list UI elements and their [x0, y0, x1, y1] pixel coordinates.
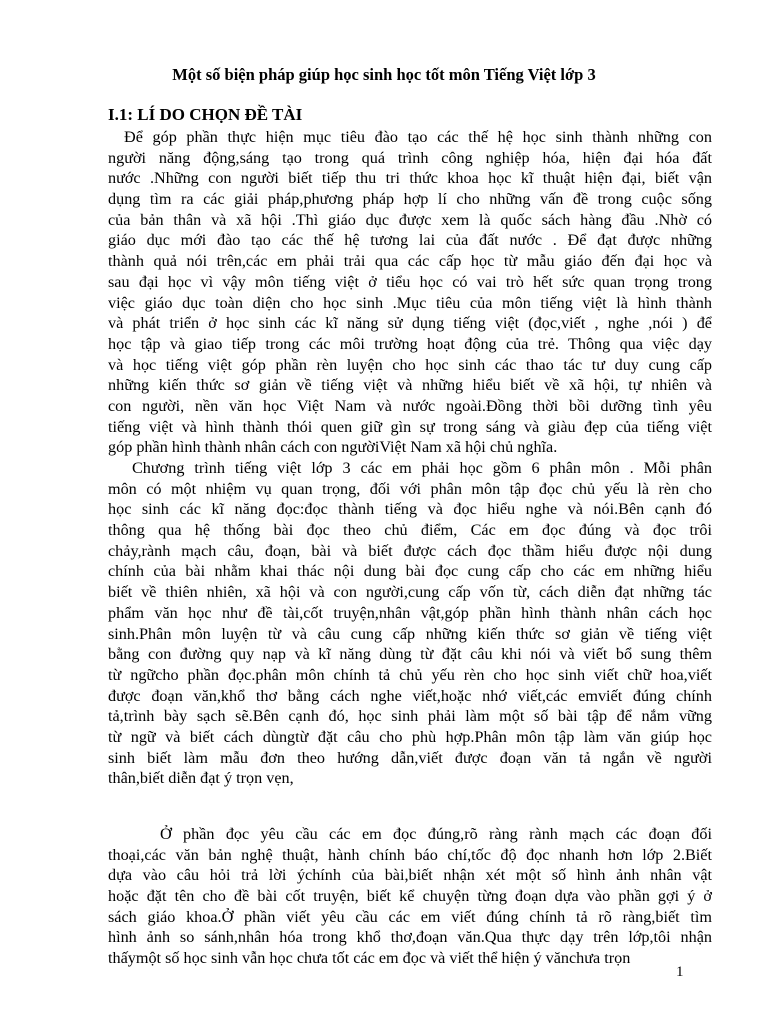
section-heading: I.1: LÍ DO CHỌN ĐỀ TÀI — [108, 105, 303, 124]
paragraph-1 — [108, 127, 712, 458]
text-line: thân,biết diễn đạt ý trọn vẹn, — [108, 769, 294, 788]
text-line: chính của bài nhằm khai thác nội dung bài đọc cung cấp cho các em những hiểu — [108, 562, 712, 581]
text-line: tả,trình bày sạch sẽ.Bên cạnh đó, học sinh phải làm một số bài tập để nắm vững — [108, 707, 712, 726]
text-line: môn có một nhiệm vụ quan trọng, đối với phân môn tập đọc chủ yếu là rèn cho — [108, 479, 712, 498]
text-line: dựa vào câu hỏi trả lời ýchính của bài,biết nhận xét một số hình ảnh nhân vật — [108, 866, 712, 885]
text-line: người năng động,sáng tạo trong quá trình công nghiệp hóa, hiện đại hóa đất — [108, 148, 712, 167]
text-line: được đoạn văn,khổ thơ bằng cách nghe viết,hoặc nhớ viết,các emviết đúng chính — [108, 686, 712, 705]
paragraph-3 — [108, 824, 712, 969]
text-line: hoặc đặt tên cho đề bài cốt truyện, biết kể chuyện từng đoạn dựa vào phần gợi ý ở — [108, 887, 712, 906]
text-line: sinh biết làm mẫu đơn theo hướng dẫn,viết được đoạn văn tả ngắn về người — [108, 748, 712, 767]
text-line: từ ngữcho phần đọc.phân môn chính tả chủ yếu rèn cho học sinh viết chữ hoa,viết — [108, 665, 712, 684]
text-line: học sinh các kĩ năng đọc:đọc thành tiếng và đọc hiểu nghe và nói.Bên cạnh đó — [108, 500, 712, 519]
text-line: thành quả nói trên,các em phải trải qua các cấp học từ mẫu giáo đến đại học và — [108, 252, 712, 271]
text-line: thấymột số học sinh vẫn học chưa tốt các em đọc và viết thể hiện ý vănchưa trọn — [108, 949, 631, 968]
text-line: sách giáo khoa.Ở phần viết yêu cầu các em viết đúng chính tả rõ ràng,biết tìm — [108, 907, 712, 926]
text-line: bằng con đường quy nạp và kĩ năng dùng từ đặt câu khi nói và viết bổ sung thêm — [108, 645, 712, 664]
text-line: hình ảnh so sánh,nhân hóa trong khổ thơ,đoạn văn.Qua thực dạy trên lớp,tôi nhận — [108, 928, 712, 947]
text-line: những kiến thức sơ giản về tiếng việt và những hiểu biết về xã hội, tự nhiên và — [108, 376, 712, 395]
text-line: con người, nền văn học Việt Nam và nước ngoài.Đồng thời bồi dưỡng tình yêu — [108, 396, 712, 415]
document-title: Một số biện pháp giúp học sinh học tốt môn Tiếng Việt lớp 3 — [172, 65, 596, 84]
text-line: giáo dục mới đào tạo các thế hệ tương lai của đất nước . Để đạt được những — [108, 231, 712, 250]
text-line: sinh.Phân môn luyện từ và câu cung cấp những kiến thức sơ giản về tiếng việt — [108, 624, 712, 643]
text-line: thoại,các văn bản nghệ thuật, hành chính báo chí,tốc độ đọc nhanh hơn lớp 2.Biết — [108, 845, 712, 864]
text-line: nước .Những con người biết tiếp thu tri thức khoa học kĩ thuật hiện đại, biết vận — [108, 169, 712, 188]
text-line: và phát triển ở học sinh các kĩ năng sử dụng tiếng việt (đọc,viết , nghe ,nói ) để — [108, 314, 712, 333]
text-line: của bản thân và xã hội .Thì giáo dục được xem là quốc sách hàng đầu .Nhờ có — [108, 210, 712, 229]
text-line: học tập và giao tiếp trong các môi trường hoạt động của trẻ. Thông qua việc dạy — [108, 334, 712, 353]
text-line: phẩm văn học như đề tài,cốt truyện,nhân vật,góp phần hình thành nhân cách học — [108, 603, 712, 622]
text-line: thông qua hệ thống bài đọc theo chủ điểm, Các em đọc đúng và đọc trôi — [108, 521, 712, 540]
text-line: từ ngữ và biết cách dùngtừ đặt câu cho phù hợp.Phân môn tập làm văn giúp học — [108, 727, 712, 746]
text-line: Ở phần đọc yêu cầu các em đọc đúng,rõ ràng rành mạch các đoạn đối — [160, 825, 712, 843]
text-line: chảy,rành mạch câu, đoạn, bài và biết được cách đọc thầm hiểu được nội dung — [108, 541, 712, 560]
text-line: việc giáo dục toàn diện cho học sinh .Mục tiêu của môn tiếng việt là hình thành — [108, 293, 712, 312]
paragraph-2 — [108, 458, 712, 789]
text-line: tiếng việt và hình thành thói quen giữ gìn sự trong sáng và giàu đẹp của tiếng việt — [108, 417, 712, 436]
text-line: biết về thiên nhiên, xã hội và con người,cung cấp vốn từ, cách diễn đạt những tác — [108, 583, 712, 602]
text-line: Để góp phần thực hiện mục tiêu đào tạo các thế hệ học sinh thành những con — [124, 128, 712, 146]
text-line: và học tiếng việt góp phần rèn luyện cho học sinh các thao tác tư duy cung cấp — [108, 355, 712, 374]
text-line: sau đại học vì vậy môn tiếng việt ở tiểu học có vai trò hết sức quan trọng trong — [108, 272, 712, 291]
text-line: dụng tìm ra các giải pháp,phương pháp hợp lí cho những vấn đề trong cuộc sống — [108, 190, 712, 209]
page-number: 1 — [676, 964, 684, 980]
text-line: góp phần hình thành nhân cách con ngườiViệt Nam xã hội chủ nghĩa. — [108, 438, 558, 457]
text-line: Chương trình tiếng việt lớp 3 các em phải học gồm 6 phân môn . Mỗi phân — [132, 459, 712, 477]
